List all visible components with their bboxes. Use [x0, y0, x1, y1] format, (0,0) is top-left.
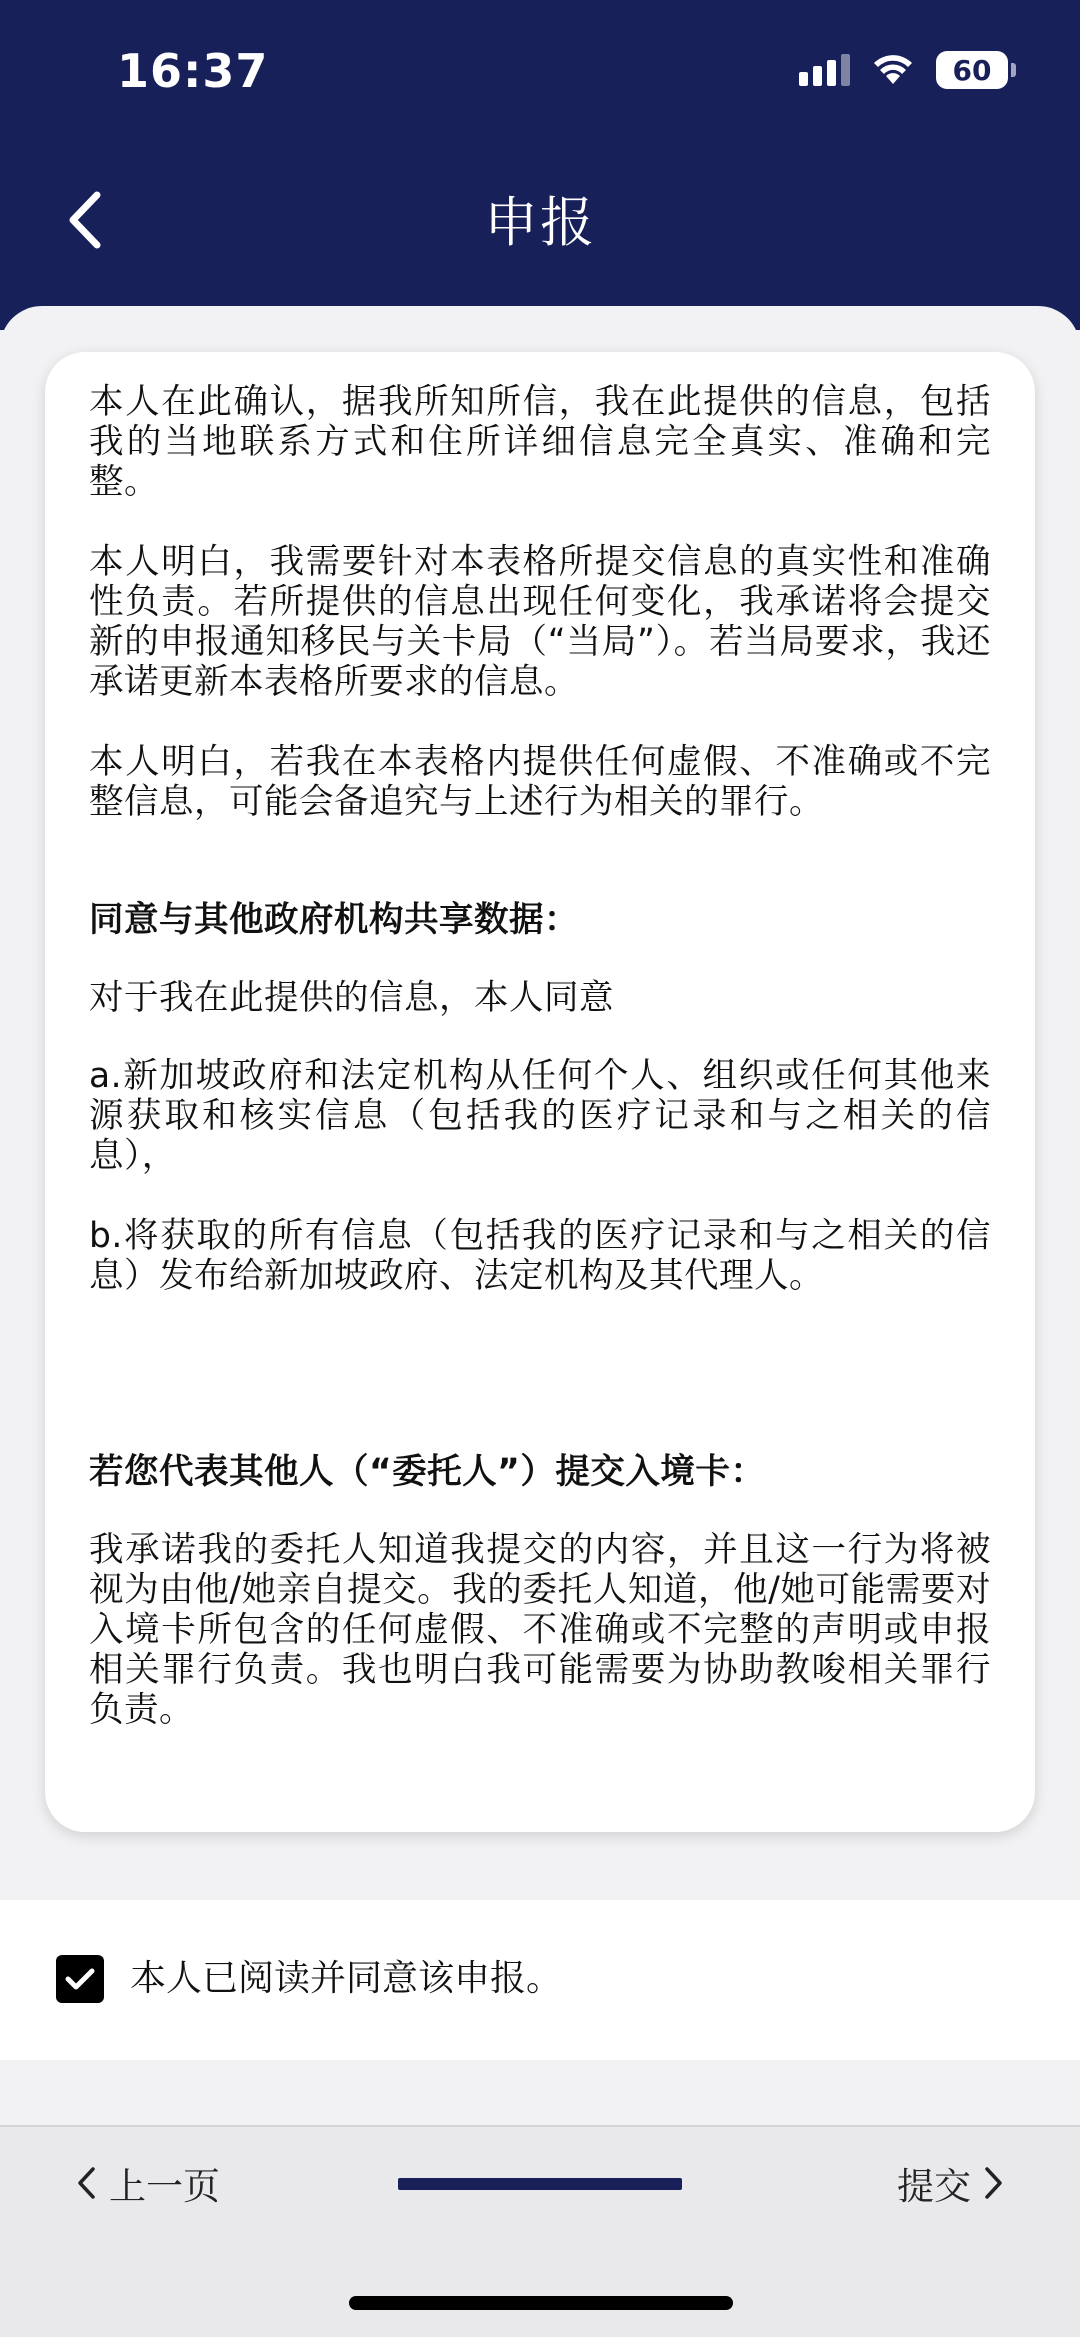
- chevron-right-icon: [983, 2165, 1005, 2201]
- declaration-paragraph-3: 本人明白，若我在本表格内提供任何虚假、不准确或不完整信息，可能会备追究与上述行为相关的罪行。: [89, 742, 991, 822]
- data-sharing-item-b: b.将获取的所有信息（包括我的医疗记录和与之相关的信息）发布给新加坡政府、法定机构及其代理人。: [89, 1216, 991, 1296]
- previous-page-label: 上一页: [109, 2165, 220, 2208]
- signal-icon: [799, 54, 850, 86]
- consent-checkbox[interactable]: [56, 1955, 104, 2003]
- app-header: [0, 0, 1080, 330]
- data-sharing-item-a: a.新加坡政府和法定机构从任何个人、组织或任何其他来源获取和核实信息（包括我的医疗记录和与之相关的信息），: [89, 1056, 991, 1176]
- progress-bar: [398, 2178, 682, 2190]
- chevron-left-icon: [75, 2165, 97, 2201]
- submit-button[interactable]: [897, 2155, 1005, 2211]
- checkmark-icon: [64, 1966, 96, 1992]
- status-icons: [799, 50, 1008, 90]
- consent-label[interactable]: 本人已阅读并同意该申报。: [130, 1958, 563, 1999]
- page-title: 申报: [484, 191, 596, 254]
- declaration-paragraph-2: 本人明白，我需要针对本表格所提交信息的真实性和准确性负责。若所提供的信息出现任何变化，我承诺将会提交新的申报通知移民与关卡局（“当局”）。若当局要求，我还承诺更新本表格所要求的信息。: [89, 542, 991, 702]
- battery-level: 60: [952, 53, 992, 87]
- home-indicator: [349, 2296, 733, 2310]
- declaration-paragraph-1: 本人在此确认，据我所知所信，我在此提供的信息，包括我的当地联系方式和住所详细信息完全真实、准确和完整。: [89, 382, 991, 502]
- proxy-heading: 若您代表其他人（“委托人”）提交入境卡：: [89, 1452, 766, 1492]
- battery-icon: [936, 51, 1008, 89]
- declaration-card[interactable]: [45, 352, 1035, 1832]
- submit-label: 提交: [897, 2165, 971, 2208]
- wifi-icon: [872, 54, 914, 86]
- status-time: 16:37: [117, 44, 269, 98]
- data-sharing-intro: 对于我在此提供的信息，本人同意: [89, 978, 614, 1018]
- proxy-paragraph: 我承诺我的委托人知道我提交的内容，并且这一行为将被视为由他/她亲自提交。我的委托人知道，他/她可能需要对入境卡所包含的任何虚假、不准确或不完整的声明或申报相关罪行负责。我也明白我可能需要为协助教唆相关罪行负责。: [89, 1530, 991, 1730]
- data-sharing-heading: 同意与其他政府机构共享数据：: [89, 900, 579, 940]
- previous-page-button[interactable]: [75, 2155, 220, 2211]
